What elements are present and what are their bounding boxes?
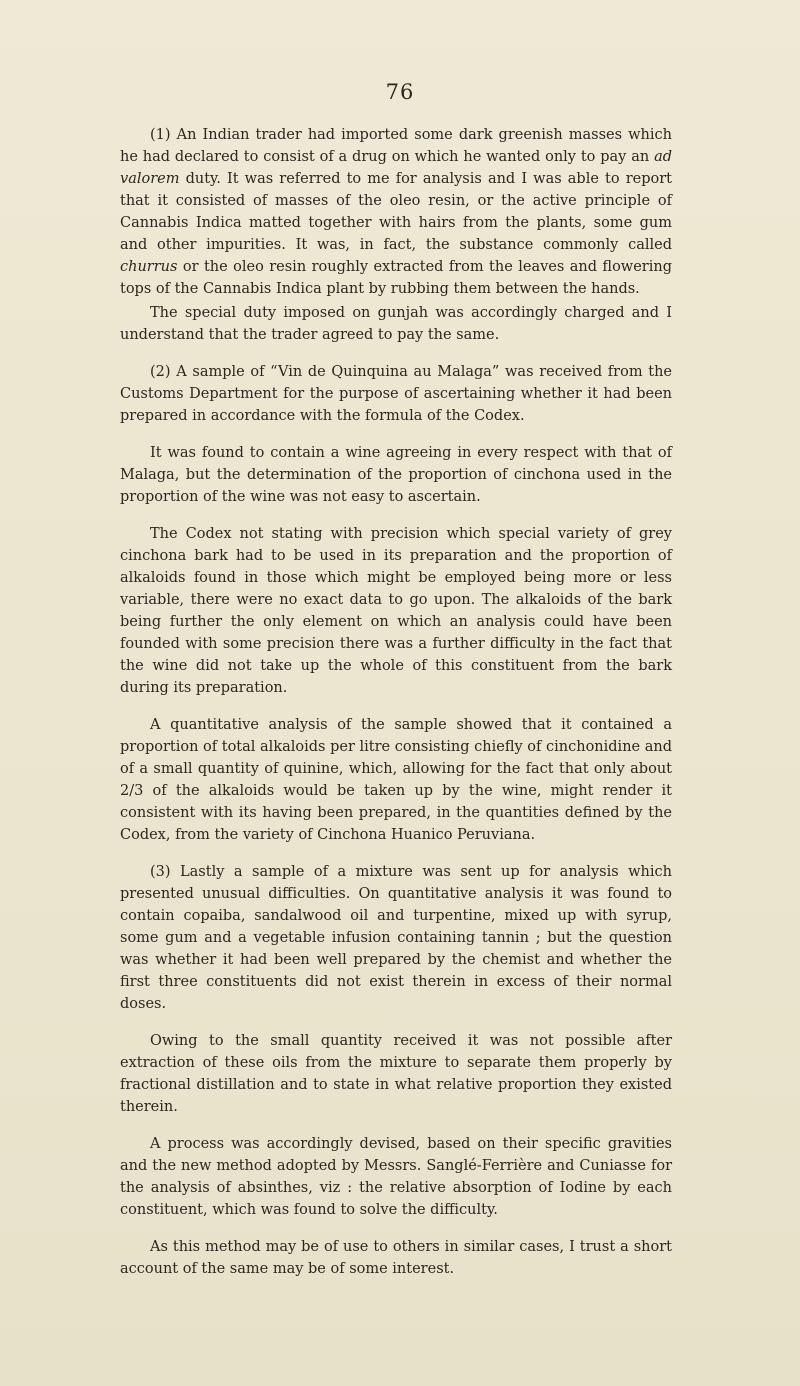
paragraph-8-small-quantity: Owing to the small quantity received it was not possible after extraction of these oils from the mixture to separate them properly by fractional distillation and to state in what relative proportion they existed therein. <box>120 1033 672 1115</box>
paragraph-9-process-devised: A process was accordingly devised, based on their specific gravities and the new method adopted by Messrs. Sanglé-Ferrière and Cuniasse for the analysis of absinthes, viz : the relative absorption of Iodine by each constituent, which was found to solve the difficulty. <box>120 1136 672 1218</box>
paragraph-1-text-a: (1) An Indian trader had imported some dark greenish masses which he had declared to consist of a drug on which he wanted only to pay an <box>120 127 672 165</box>
page-number: 76 <box>385 80 415 104</box>
paragraph-1-italic-churrus: churrus <box>120 259 178 275</box>
body-text <box>120 124 672 1295</box>
paragraph-2-special-duty: The special duty imposed on gunjah was accordingly charged and I understand that the trader agreed to pay the same. <box>120 305 672 343</box>
paragraph-3-vin-de-quinquina: (2) A sample of “Vin de Quinquina au Malaga” was received from the Customs Department for the purpose of ascertaining whether it had been prepared in accordance with the formula of the Codex. <box>120 364 672 424</box>
paragraph-10-closing: As this method may be of use to others in similar cases, I trust a short account of the same may be of some interest. <box>120 1239 672 1277</box>
paragraph-6-quantitative-analysis: A quantitative analysis of the sample showed that it contained a proportion of total alkaloids per litre consisting chiefly of cinchonidine and of a small quantity of quinine, which, allowing for the fact that only about 2/3 of the alkaloids would be taken up by the wine, might render it consistent with its having been prepared, in the quantities defined by the Codex, from the variety of Cinchona Huanico Peruviana. <box>120 717 672 843</box>
paragraph-4-malaga-wine: It was found to contain a wine agreeing in every respect with that of Malaga, but the determination of the proportion of cinchona used in the proportion of the wine was not easy to ascertain. <box>120 445 672 505</box>
paragraph-1-text-c: or the oleo resin roughly extracted from the leaves and flowering tops of the Cannabis Indica plant by rubbing them between the hands. <box>120 259 672 297</box>
paragraph-5-codex: The Codex not stating with precision which special variety of grey cinchona bark had to be used in its preparation and the proportion of alkaloids found in those which might be employed being more or less variable, there were no exact data to go upon. The alkaloids of the bark being further the only element on which an analysis could have been founded with some precision there was a further difficulty in the fact that the wine did not take up the whole of this constituent from the bark during its preparation. <box>120 526 672 696</box>
paragraph-7-mixture: (3) Lastly a sample of a mixture was sent up for analysis which presented unusual difficulties. On quantitative analysis it was found to contain copaiba, sandalwood oil and turpentine, mixed up with syrup, some gum and a vegetable infusion containing tannin ; but the question was whether it had been well prepared by the chemist and whether the first three constituents did not exist therein in excess of their normal doses. <box>120 864 672 1012</box>
paragraph-1-italic-ad-valorem: ad valorem <box>120 149 672 187</box>
paragraph-1-churrus <box>120 124 672 300</box>
paragraph-1-text-b: duty. It was referred to me for analysis and I was able to report that it consisted of masses of the oleo resin, or the active principle of Cannabis Indica matted together with hairs from the plants, some gum and other impurities. It was, in fact, the substance commonly called <box>120 171 672 253</box>
